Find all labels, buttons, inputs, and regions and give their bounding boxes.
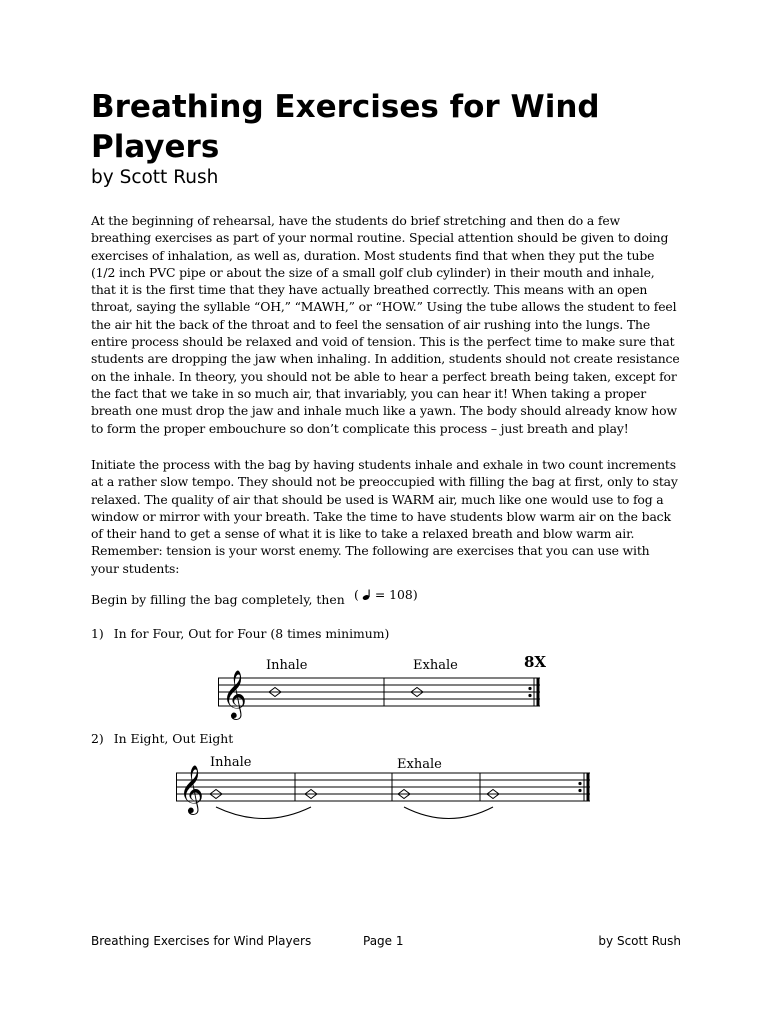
- exercise-2-label: [91, 731, 233, 746]
- document-byline: by Scott Rush: [91, 167, 219, 188]
- tempo-marking: [354, 587, 418, 602]
- exercise-1-text: In for Four, Out for Four (8 times minimum): [113, 626, 390, 641]
- note-icon: [361, 589, 373, 601]
- exercise-1-staff: [218, 648, 550, 724]
- repeat-dot: [528, 687, 531, 690]
- treble-clef-icon: 𝄞: [222, 669, 247, 718]
- paragraph-bag-process: Initiate the process with the bag by having students inhale and exhale in two count increments at a rather slow tempo. They should not be preoccupied with filling the bag at first, only to stay relaxed. The quality of air that should be used is WARM air, much like one would use to fog a window or mirror with your breath. Take the time to have students blow warm air on the back of their hand to get a sense of what it is like to take a relaxed breath and blow warm air. Remember: tension is your worst enemy. The following are exercises that you can use with your students:: [91, 457, 678, 576]
- exercise-2-exhale-label: Exhale: [397, 757, 442, 772]
- staff-lines: [176, 773, 590, 801]
- footer-page-number: Page 1: [363, 934, 404, 948]
- repeat-dot: [578, 789, 581, 792]
- exercise-lead-in: Begin by filling the bag completely, then: [91, 592, 345, 607]
- exercise-2-staff: [176, 750, 592, 834]
- footer-title: Breathing Exercises for Wind Players: [91, 934, 312, 948]
- exercise-1-repeat-label: 8X: [524, 653, 547, 671]
- exercise-2-inhale-label: Inhale: [210, 755, 252, 770]
- repeat-dot: [528, 694, 531, 697]
- page-footer: [91, 934, 681, 950]
- exercise-1-inhale-label: Inhale: [266, 658, 308, 673]
- staff-lines: [218, 678, 540, 706]
- exercise-2-text: In Eight, Out Eight: [113, 731, 234, 746]
- tie-curve: [404, 807, 493, 819]
- paragraph-intro: At the beginning of rehearsal, have the students do brief stretching and then do a few breathing exercises as part of your normal routine. Special attention should be given to doing exercises of inhalation, as well as, duration. Most students find that when they put the tube (1/2 inch PVC pipe or about the size of a small golf club cylinder) in their mouth and inhale, that it is the first time that they have actually breathed correctly. This means with an open throat, saying the syllable “OH,” “MAWH,” or “HOW.” Using the tube allows the student to feel the air hit the back of the throat and to feel the sensation of air rushing into the lungs. The entire process should be relaxed and void of tension. This is the perfect time to make sure that students are dropping the jaw when inhaling. In addition, students should not create resistance on the inhale. In theory, you should not be able to hear a perfect breath being taken, except for the fact that we take in so much air, that invariably, you can hear it! When taking a proper breath one must drop the jaw and inhale much like a yawn. The body should already know how to form the proper embouchure so don’t complicate this process – just breath and play!: [91, 213, 680, 436]
- tempo-value: = 108): [374, 587, 418, 602]
- exercise-1-exhale-label: Exhale: [413, 658, 458, 673]
- treble-clef-icon: 𝄞: [179, 764, 204, 813]
- tempo-open-paren: (: [354, 587, 359, 602]
- repeat-dot: [578, 782, 581, 785]
- footer-author: by Scott Rush: [598, 934, 681, 948]
- exercise-1-label: [91, 626, 389, 641]
- exercise-2-number: 2): [91, 731, 104, 746]
- document-title: Breathing Exercises for Wind Players: [91, 89, 600, 165]
- exercise-1-number: 1): [91, 626, 104, 641]
- tie-curve: [216, 807, 311, 819]
